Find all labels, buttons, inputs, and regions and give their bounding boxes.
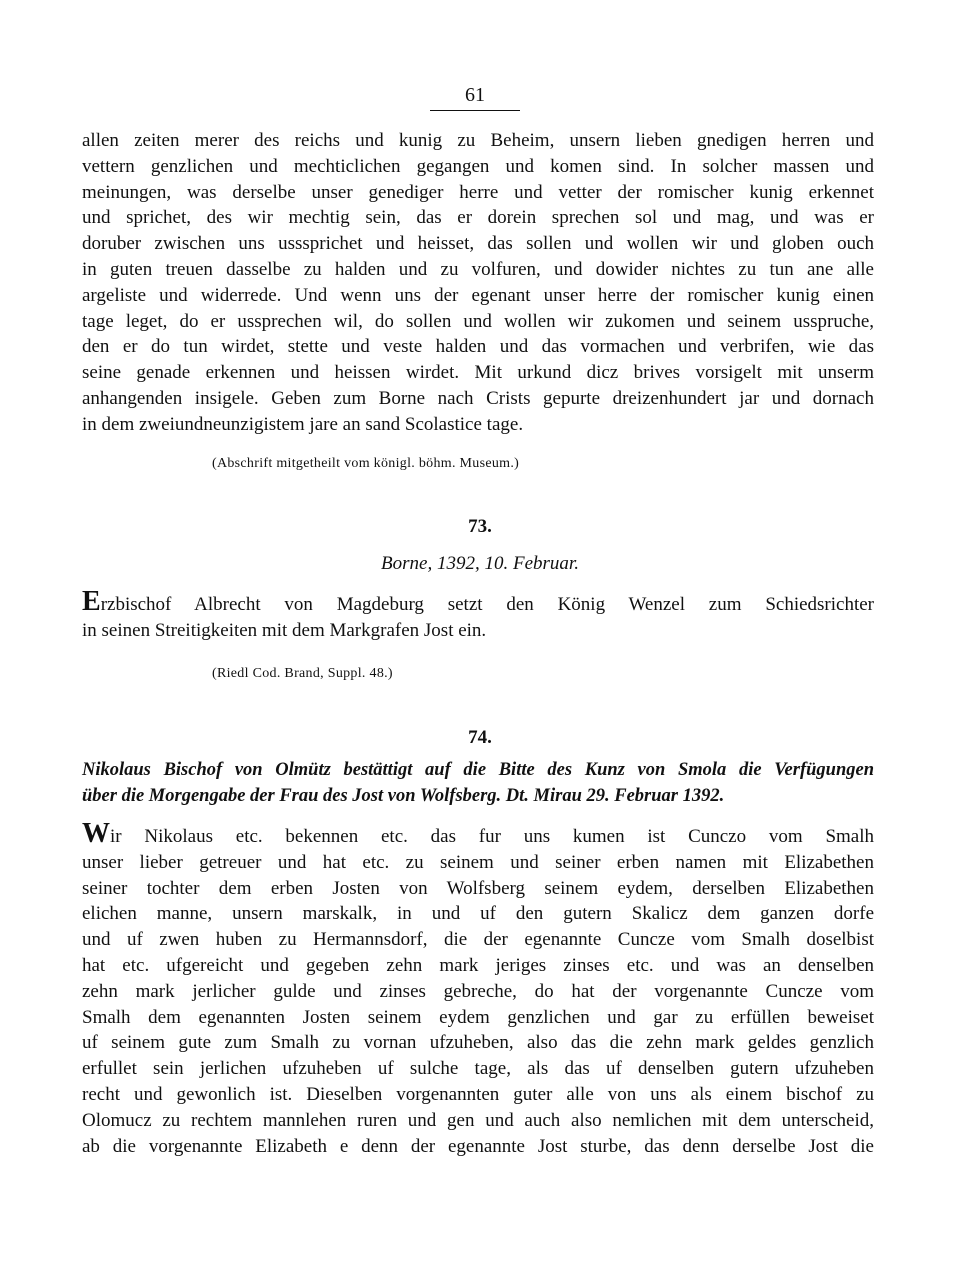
text-line: tage leget, do er ussprechen wil, do sollen und wollen wir zukomen und seinem usspruche, — [82, 310, 874, 332]
text-line: ab die vorgenannte Elizabeth e denn der egenannte Jost sturbe, das denn derselbe Jost die — [82, 1135, 874, 1157]
summary-line — [82, 586, 874, 618]
summary-73 — [82, 586, 874, 644]
text-line: in guten treuen dasselbe zu halden und zu volfuren, und dowider nichtes zu tun ane alle — [82, 258, 874, 280]
text-line: und uf zwen huben zu Hermannsdorf, die der egenannte Cuncze vom Smalh doselbist — [82, 929, 874, 951]
text-line: doruber zwischen uns usssprichet und heisset, das sollen und wollen wir und globen ouch — [82, 233, 874, 255]
text-line: uf seinem gute zum Smalh zu vornan ufzuheben, also das die zehn mark geldes genzlich — [82, 1032, 874, 1054]
text-fragment: ir Nikolaus etc. bekennen etc. das fur uns kumen ist Cunczo vom Smalh — [110, 826, 874, 847]
text-line: argeliste und widerrede. Und wenn uns der egenant unser herre der romischer kunig einen — [82, 284, 874, 306]
text-line: zehn mark jerlicher gulde und zinses gebreche, do hat der vorgenannte Cuncze vom — [82, 980, 874, 1002]
text-line: Olomucz zu rechtem mannlehen ruren und gen und auch also nemlichen mit dem unterscheid, — [82, 1109, 874, 1131]
text-line: Smalh dem egenannten Josten seinem eydem genzlichen und gar zu erfüllen beweiset — [82, 1006, 874, 1028]
text-line — [82, 818, 874, 850]
text-line: anhangenden insigele. Geben zum Borne nach Crists gepurte dreizenhundert jar und dornach — [82, 387, 874, 409]
text-line: und sprichet, des wir mechtig sein, das er dorein sprechen sol und mag, und was er — [82, 207, 874, 229]
summary-text: rzbischof Albrecht von Magdeburg setzt den König Wenzel zum Schiedsrichter — [100, 594, 874, 615]
summary-line: in seinen Streitigkeiten mit dem Markgrafen Jost ein. — [82, 619, 487, 641]
text-line: in dem zweiundneunzigistem jare an sand Scolastice tage. — [82, 413, 524, 435]
document-number-73: 73. — [468, 516, 492, 537]
text-line: unser lieber getreuer und hat etc. zu seinem und seiner erben namen mit Elizabethen — [82, 851, 874, 873]
heading-74 — [82, 758, 874, 810]
text-line: den er do tun wirdet, stette und veste halden und das vormachen und verbrifen, wie das — [82, 336, 874, 358]
text-line: seine genade erkennen und heissen wirdet. Mit urkund dicz brives vorsigelt mit unserm — [82, 362, 874, 384]
initial-letter: W — [82, 818, 110, 849]
text-line: vettern genzlichen und mechticlichen gegangen und komen sind. In solcher massen und — [82, 155, 874, 177]
text-line: seiner tochter dem erben Josten von Wolfsberg seinem eydem, derselben Elizabethen — [82, 877, 874, 899]
text-line: elichen manne, unsern marskalk, in und uf den gutern Skalicz dem ganzen dorfe — [82, 903, 874, 925]
text-74 — [82, 818, 874, 1159]
initial-letter: E — [82, 586, 101, 617]
document-number-74: 74. — [468, 727, 492, 748]
heading-line: Nikolaus Bischof von Olmütz bestättigt auf die Bitte des Kunz von Smola die Verfügungen — [82, 760, 874, 780]
source-note: (Abschrift mitgetheilt vom königl. böhm. Museum.) — [212, 456, 520, 471]
page-number: 61 — [465, 84, 485, 106]
source-note: (Riedl Cod. Brand, Suppl. 48.) — [212, 666, 393, 681]
text-line: erfullet sein jerlichen ufzuheben uf sulche tage, als das uf denselben gutern ufzuheben — [82, 1058, 874, 1080]
dateline-73: Borne, 1392, 10. Februar. — [381, 553, 579, 574]
text-line: recht und gewonlich ist. Dieselben vorgenannten guter alle von uns als einem bischof zu — [82, 1083, 874, 1105]
page-number-rule — [430, 110, 520, 111]
continued-paragraph — [82, 128, 874, 438]
text-line: allen zeiten merer des reichs und kunig zu Beheim, unsern lieben gnedigen herren und — [82, 130, 874, 151]
text-line: meinungen, was derselbe unser genediger herre und vetter der romischer kunig erkennet — [82, 181, 874, 203]
heading-line: über die Morgengabe der Frau des Jost von Wolfsberg. Dt. Mirau 29. Februar 1392. — [82, 785, 725, 806]
text-line: hat etc. ufgereicht und gegeben zehn mark jeriges zinses etc. und was an denselben — [82, 954, 874, 976]
